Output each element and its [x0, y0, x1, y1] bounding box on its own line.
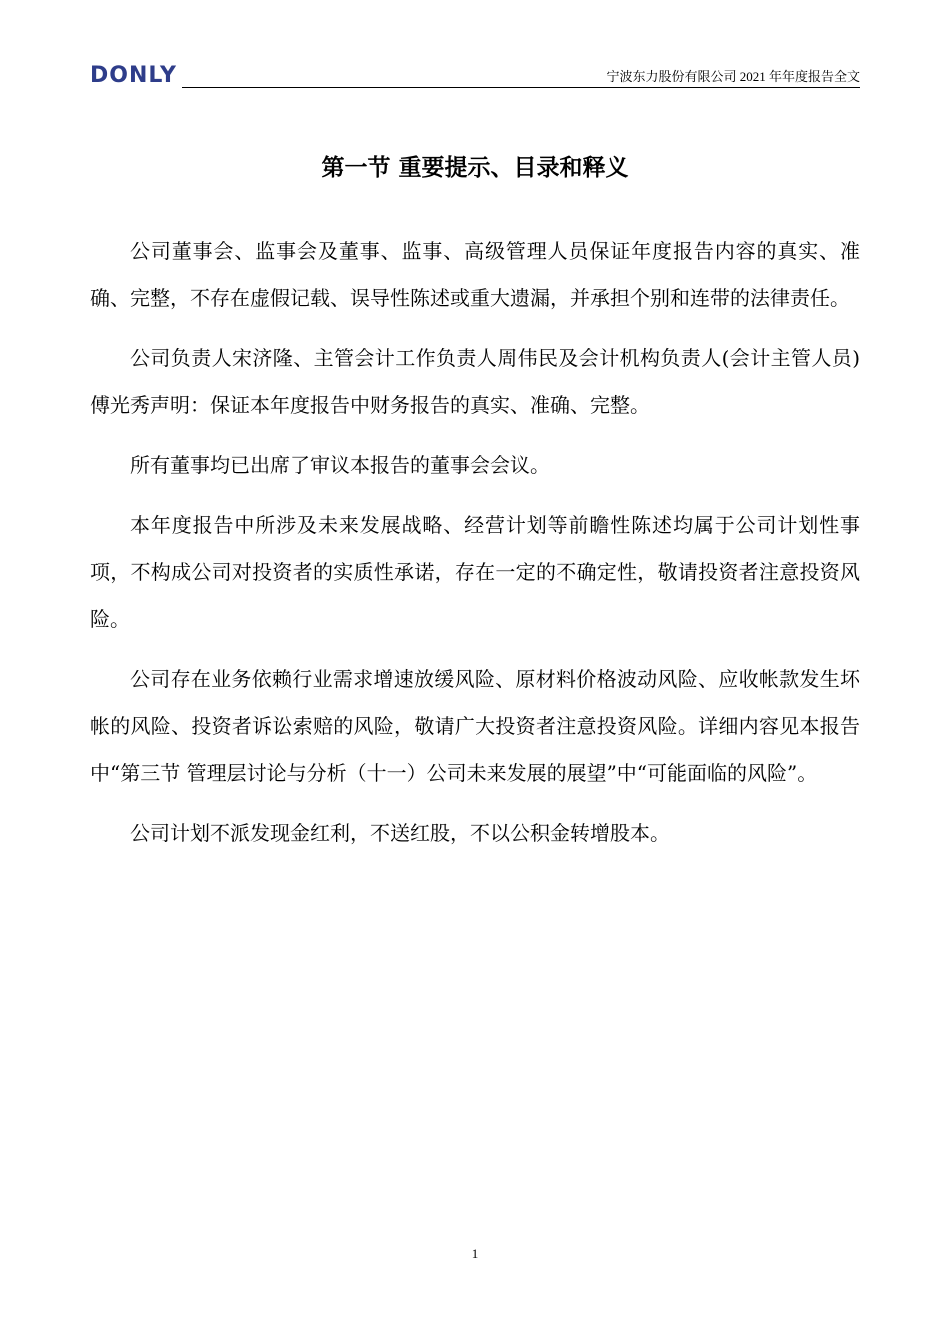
page-number: 1 [471, 1246, 479, 1261]
paragraph-dividend-plan: 公司计划不派发现金红利，不送红股，不以公积金转增股本。 [130, 821, 670, 845]
report-title: 宁波东力股份有限公司 2021 年年度报告全文 [606, 69, 860, 84]
notice-content [90, 228, 860, 870]
page-header [90, 64, 860, 90]
paragraph-risks: 公司存在业务依赖行业需求增速放缓风险、原材料价格波动风险、应收帐款发生坏帐的风险、投资者诉讼索赔的风险，敬请广大投资者注意投资风险。详细内容见本报告中“第三节 管理层讨论与分析（十一）公司未来发展的展望”中“可能面临的风险”。 [90, 667, 860, 785]
company-logo: DONLY [90, 63, 177, 88]
header-rule [182, 87, 860, 88]
paragraph-responsible-persons: 公司负责人宋济隆、主管会计工作负责人周伟民及会计机构负责人(会计主管人员)傅光秀声明：保证本年度报告中财务报告的真实、准确、完整。 [90, 346, 860, 417]
section-title: 第一节 重要提示、目录和释义 [321, 154, 629, 181]
paragraph-board-guarantee: 公司董事会、监事会及董事、监事、高级管理人员保证年度报告内容的真实、准确、完整，不存在虚假记载、误导性陈述或重大遗漏，并承担个别和连带的法律责任。 [90, 239, 860, 310]
paragraph-forward-looking: 本年度报告中所涉及未来发展战略、经营计划等前瞻性陈述均属于公司计划性事项，不构成公司对投资者的实质性承诺，存在一定的不确定性，敬请投资者注意投资风险。 [90, 513, 860, 631]
paragraph-directors-attendance: 所有董事均已出席了审议本报告的董事会会议。 [130, 453, 550, 477]
